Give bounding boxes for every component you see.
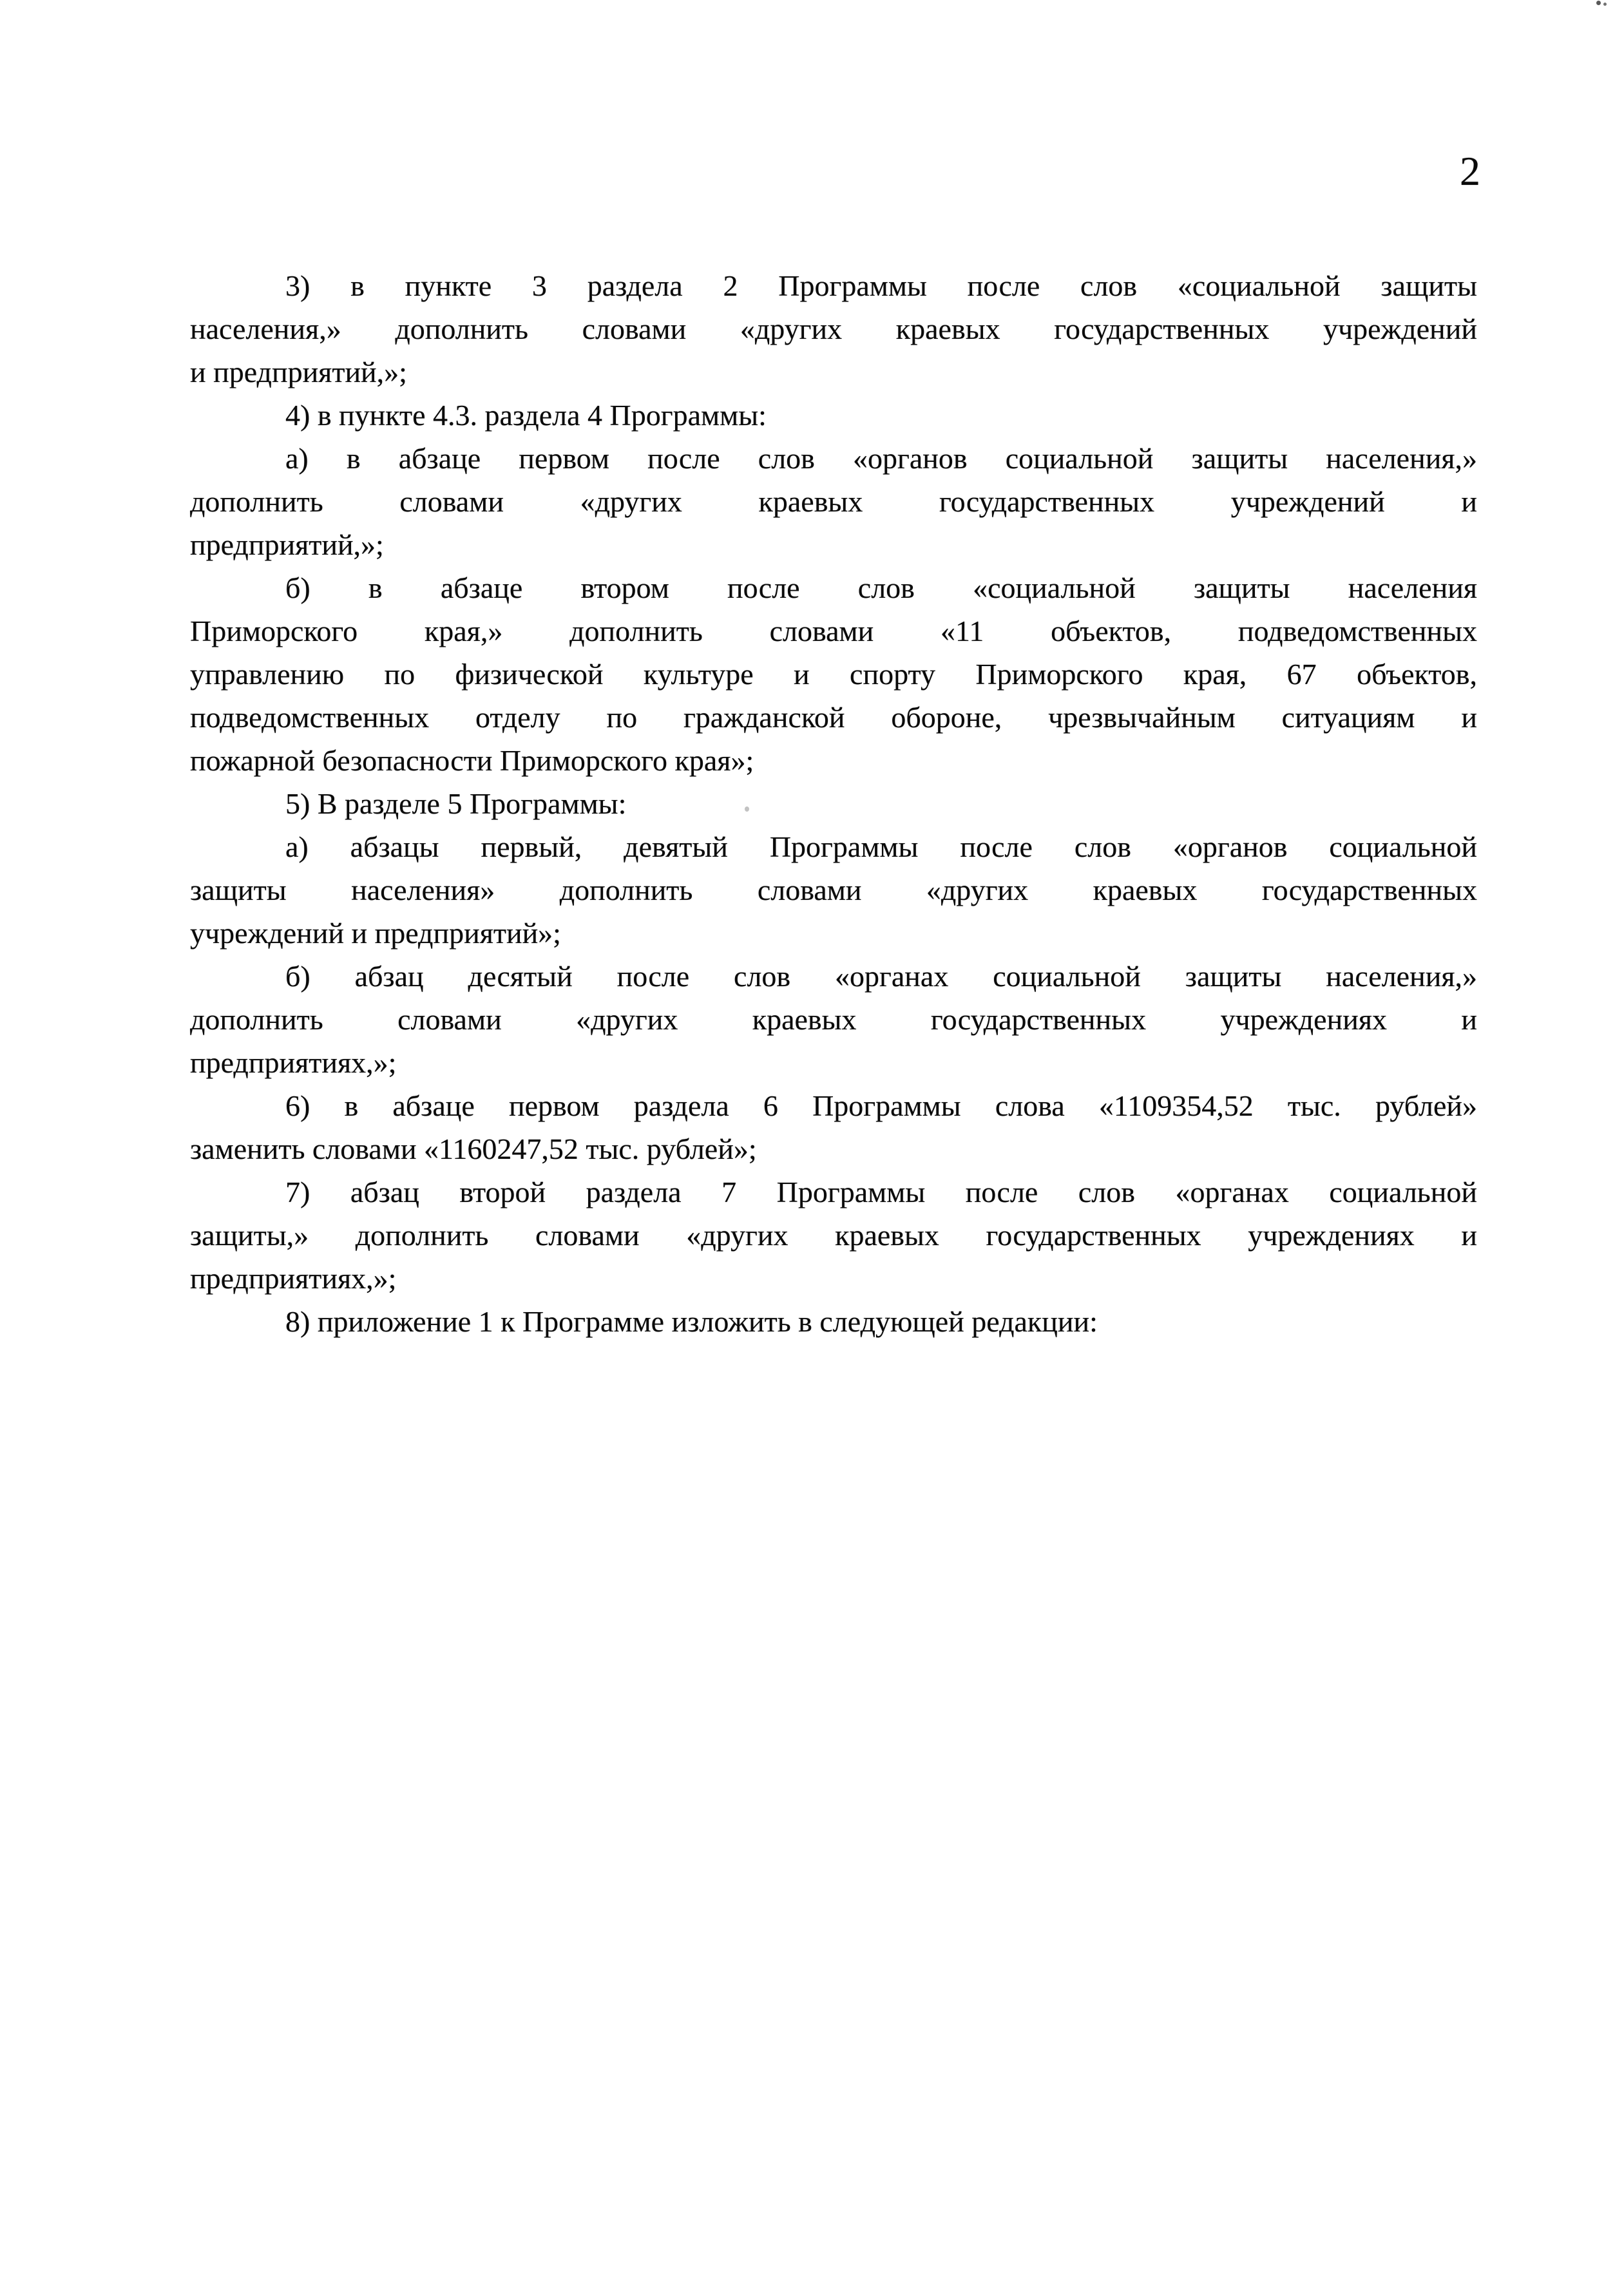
paragraph: [190, 264, 1477, 394]
text-line: предприятиях,»;: [190, 1046, 397, 1079]
text-line: дополнить словами «других краевых государственных учреждениях и: [190, 1003, 1477, 1036]
paragraph: [190, 437, 1477, 566]
page-number: 2: [1460, 148, 1480, 194]
text-line: 3) в пункте 3 раздела 2 Программы после слов «социальной защиты: [285, 269, 1477, 302]
text-line: 4) в пункте 4.3. раздела 4 Программы:: [285, 399, 767, 432]
paragraph: [190, 782, 1477, 825]
paragraph: [190, 1300, 1477, 1343]
text-line: защиты населения» дополнить словами «других краевых государственных: [190, 873, 1477, 906]
text-line: защиты,» дополнить словами «других краевых государственных учреждениях и: [190, 1219, 1477, 1252]
text-line: подведомственных отделу по гражданской обороне, чрезвычайным ситуациям и: [190, 701, 1477, 734]
text-line: предприятиях,»;: [190, 1262, 397, 1295]
text-line: б) абзац десятый после слов «органах социальной защиты населения,»: [285, 960, 1477, 993]
text-line: и предприятий,»;: [190, 356, 407, 388]
text-line: б) в абзаце втором после слов «социальной защиты населения: [285, 571, 1477, 604]
text-line: 8) приложение 1 к Программе изложить в следующей редакции:: [285, 1305, 1098, 1338]
text-line: 7) абзац второй раздела 7 Программы после слов «органах социальной: [285, 1176, 1477, 1208]
text-line: населения,» дополнить словами «других краевых государственных учреждений: [190, 312, 1477, 345]
text-line: а) в абзаце первом после слов «органов социальной защиты населения,»: [285, 442, 1477, 475]
paragraph: [190, 825, 1477, 955]
text-line: а) абзацы первый, девятый Программы после слов «органов социальной: [285, 830, 1477, 863]
text-line: управлению по физической культуре и спорту Приморского края, 67 объектов,: [190, 658, 1477, 691]
text-line: 5) В разделе 5 Программы:: [285, 787, 627, 820]
text-line: пожарной безопасности Приморского края»;: [190, 744, 754, 777]
paragraph: [190, 1084, 1477, 1170]
paragraph: [190, 1170, 1477, 1300]
paragraph: [190, 566, 1477, 782]
text-line: 6) в абзаце первом раздела 6 Программы слова «1109354,52 тыс. рублей»: [285, 1089, 1477, 1122]
text-line: Приморского края,» дополнить словами «11 объектов, подведомственных: [190, 615, 1477, 647]
scan-artifact: [1596, 1, 1601, 5]
document-body: [190, 264, 1477, 1343]
text-line: заменить словами «1160247,52 тыс. рублей»;: [190, 1132, 757, 1165]
scan-artifact: [745, 806, 749, 812]
text-line: предприятий,»;: [190, 528, 384, 561]
text-line: дополнить словами «других краевых государственных учреждений и: [190, 485, 1477, 518]
paragraph: [190, 394, 1477, 437]
text-line: учреждений и предприятий»;: [190, 917, 561, 949]
paragraph: [190, 955, 1477, 1084]
